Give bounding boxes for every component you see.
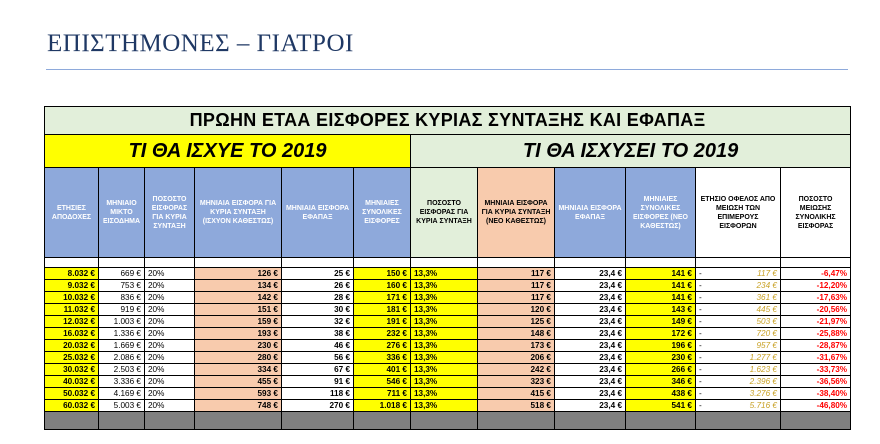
col-header-lumpsum-old: ΜΗΝΙΑΙΑ ΕΙΣΦΟΡΑ ΕΦΑΠΑΞ [282,168,354,258]
cell-lumpsum-old: 30 € [282,304,354,316]
benefit-value: 1.277 € [749,353,777,362]
col-header-total-old: ΜΗΝΙΑΙΕΣ ΣΥΝΟΛΙΚΕΣ ΕΙΣΦΟΡΕΣ [354,168,411,258]
col-header-reduction-pct: ΠΟΣΟΣΤΟ ΜΕΙΩΣΗΣ ΣΥΝΟΛΙΚΗΣ ΕΙΣΦΟΡΑΣ [781,168,851,258]
dash-mark: - [699,389,702,398]
cell-rate-old: 20% [145,316,195,328]
table-row [45,304,851,316]
cell-lumpsum-old: 270 € [282,400,354,412]
benefit-value: 503 € [756,317,777,326]
cell-reduction-pct: -6,47% [781,268,851,280]
col-header-annual-benefit: ΕΤΗΣΙΟ ΟΦΕΛΟΣ ΑΠΟ ΜΕΙΩΣΗ ΤΩΝ ΕΠΙΜΕΡΟΥΣ ΕΙΣΦΟΡΩΝ [696,168,781,258]
cell-pension-old: 230 € [195,340,282,352]
cell-lumpsum-new: 23,4 € [555,388,626,400]
cell-pension-old: 280 € [195,352,282,364]
cell-pension-new: 117 € [478,280,555,292]
cell-rate-old: 20% [145,340,195,352]
cell-reduction-pct: -28,87% [781,340,851,352]
cell-rate-new: 13,3% [411,292,478,304]
cell-annual-income: 30.032 € [45,364,99,376]
cell-lumpsum-new: 23,4 € [555,328,626,340]
cell-total-old: 191 € [354,316,411,328]
cell-total-new: 266 € [626,364,696,376]
benefit-value: 720 € [756,329,777,338]
cell-lumpsum-new: 23,4 € [555,292,626,304]
col-header-total-new: ΜΗΝΙΑΙΕΣ ΣΥΝΟΛΙΚΕΣ ΕΙΣΦΟΡΕΣ (ΝΕΟ ΚΑΘΕΣΤΩΣ) [626,168,696,258]
table-row [45,400,851,412]
cell-monthly-gross: 4.169 € [99,388,145,400]
cell-annual-benefit [696,364,781,376]
cell-total-old: 336 € [354,352,411,364]
benefit-value: 957 € [756,341,777,350]
cell-annual-benefit [696,328,781,340]
cell-pension-old: 748 € [195,400,282,412]
col-header-lumpsum-new: ΜΗΝΙΑΙΑ ΕΙΣΦΟΡΑ ΕΦΑΠΑΞ [555,168,626,258]
cell-total-new: 141 € [626,292,696,304]
cell-annual-income: 12.032 € [45,316,99,328]
cell-lumpsum-new: 23,4 € [555,340,626,352]
cell-annual-benefit [696,400,781,412]
title-underline [46,69,848,70]
cell-rate-new: 13,3% [411,352,478,364]
cell-lumpsum-old: 56 € [282,352,354,364]
cell-pension-old: 142 € [195,292,282,304]
cell-total-new: 141 € [626,268,696,280]
cell-rate-old: 20% [145,268,195,280]
cell-rate-old: 20% [145,328,195,340]
cell-rate-old: 20% [145,280,195,292]
cell-total-new: 172 € [626,328,696,340]
cell-rate-new: 13,3% [411,304,478,316]
cell-reduction-pct: -25,88% [781,328,851,340]
benefit-value: 234 € [756,281,777,290]
col-header-rate-new: ΠΟΣΟΣΤΟ ΕΙΣΦΟΡΑΣ ΓΙΑ ΚΥΡΙΑ ΣΥΝΤΑΞΗ [411,168,478,258]
cell-total-new: 438 € [626,388,696,400]
cell-reduction-pct: -33,73% [781,364,851,376]
cell-pension-old: 334 € [195,364,282,376]
spacer-row [45,258,851,268]
cell-total-old: 1.018 € [354,400,411,412]
dash-mark: - [699,353,702,362]
cell-rate-old: 20% [145,352,195,364]
cell-reduction-pct: -31,67% [781,352,851,364]
cell-annual-benefit [696,316,781,328]
cell-rate-old: 20% [145,364,195,376]
cell-rate-old: 20% [145,376,195,388]
cell-lumpsum-new: 23,4 € [555,364,626,376]
cell-reduction-pct: -12,20% [781,280,851,292]
cell-total-new: 346 € [626,376,696,388]
col-header-monthly-gross: ΜΗΝΙΑΙΟ ΜΙΚΤΟ ΕΙΣΟΔΗΜΑ [99,168,145,258]
cell-annual-benefit [696,340,781,352]
cell-total-old: 276 € [354,340,411,352]
cell-rate-new: 13,3% [411,376,478,388]
table-row [45,388,851,400]
cell-pension-new: 120 € [478,304,555,316]
table-row [45,268,851,280]
cell-annual-income: 11.032 € [45,304,99,316]
cell-total-old: 232 € [354,328,411,340]
contributions-table [44,106,851,430]
cell-lumpsum-old: 46 € [282,340,354,352]
cell-rate-new: 13,3% [411,280,478,292]
cell-reduction-pct: -46,80% [781,400,851,412]
cell-reduction-pct: -20,56% [781,304,851,316]
cell-monthly-gross: 1.003 € [99,316,145,328]
cell-annual-benefit [696,304,781,316]
cell-rate-old: 20% [145,400,195,412]
table-row [45,376,851,388]
cell-annual-benefit [696,268,781,280]
dash-mark: - [699,269,702,278]
table-row [45,280,851,292]
table-row [45,340,851,352]
cell-total-new: 143 € [626,304,696,316]
cell-total-old: 160 € [354,280,411,292]
footer-row [45,412,851,430]
cell-total-new: 141 € [626,280,696,292]
cell-lumpsum-new: 23,4 € [555,304,626,316]
benefit-value: 445 € [756,305,777,314]
cell-pension-old: 193 € [195,328,282,340]
contributions-table-wrapper [44,106,850,444]
table-row [45,328,851,340]
cell-rate-new: 13,3% [411,364,478,376]
cell-total-old: 171 € [354,292,411,304]
cell-reduction-pct: -36,56% [781,376,851,388]
table-row [45,316,851,328]
cell-reduction-pct: -38,40% [781,388,851,400]
table-row [45,292,851,304]
cell-lumpsum-old: 38 € [282,328,354,340]
cell-annual-income: 9.032 € [45,280,99,292]
dash-mark: - [699,293,702,302]
cell-annual-income: 25.032 € [45,352,99,364]
cell-annual-benefit [696,376,781,388]
cell-rate-new: 13,3% [411,316,478,328]
cell-annual-benefit [696,388,781,400]
cell-lumpsum-old: 28 € [282,292,354,304]
cell-pension-new: 148 € [478,328,555,340]
cell-pension-new: 242 € [478,364,555,376]
benefit-value: 5.716 € [749,401,777,410]
cell-total-old: 150 € [354,268,411,280]
benefit-value: 2.396 € [749,377,777,386]
table-row [45,364,851,376]
benefit-value: 3.276 € [749,389,777,398]
cell-monthly-gross: 753 € [99,280,145,292]
cell-lumpsum-old: 26 € [282,280,354,292]
cell-rate-new: 13,3% [411,268,478,280]
cell-annual-benefit [696,352,781,364]
cell-lumpsum-new: 23,4 € [555,268,626,280]
dash-mark: - [699,401,702,410]
dash-mark: - [699,341,702,350]
cell-total-old: 546 € [354,376,411,388]
cell-pension-new: 125 € [478,316,555,328]
cell-pension-new: 117 € [478,292,555,304]
cell-annual-benefit [696,280,781,292]
cell-lumpsum-new: 23,4 € [555,400,626,412]
cell-annual-income: 60.032 € [45,400,99,412]
cell-lumpsum-old: 32 € [282,316,354,328]
cell-total-old: 181 € [354,304,411,316]
cell-monthly-gross: 3.336 € [99,376,145,388]
cell-monthly-gross: 836 € [99,292,145,304]
col-header-annual-income: ΕΤΗΣΙΕΣ ΑΠΟΔΟΧΕΣ [45,168,99,258]
cell-pension-old: 159 € [195,316,282,328]
table-row [45,352,851,364]
cell-reduction-pct: -17,63% [781,292,851,304]
cell-pension-new: 206 € [478,352,555,364]
cell-rate-new: 13,3% [411,340,478,352]
cell-lumpsum-old: 67 € [282,364,354,376]
right-section-heading: ΤΙ ΘΑ ΙΣΧΥΣΕΙ ΤΟ 2019 [411,135,851,168]
cell-total-new: 230 € [626,352,696,364]
cell-annual-income: 50.032 € [45,388,99,400]
cell-lumpsum-old: 25 € [282,268,354,280]
cell-total-new: 149 € [626,316,696,328]
cell-pension-new: 117 € [478,268,555,280]
page-title: ΕΠΙΣΤΗΜΟΝΕΣ – ΓΙΑΤΡΟΙ [47,30,354,57]
cell-pension-new: 323 € [478,376,555,388]
table-title: ΠΡΩΗΝ ΕΤΑΑ ΕΙΣΦΟΡΕΣ ΚΥΡΙΑΣ ΣΥΝΤΑΞΗΣ ΚΑΙ ΕΦΑΠΑΞ [45,107,851,135]
cell-rate-new: 13,3% [411,388,478,400]
cell-pension-old: 134 € [195,280,282,292]
cell-rate-old: 20% [145,304,195,316]
cell-monthly-gross: 1.336 € [99,328,145,340]
cell-monthly-gross: 919 € [99,304,145,316]
cell-total-old: 401 € [354,364,411,376]
cell-monthly-gross: 2.086 € [99,352,145,364]
cell-pension-new: 518 € [478,400,555,412]
cell-total-old: 711 € [354,388,411,400]
dash-mark: - [699,365,702,374]
cell-lumpsum-new: 23,4 € [555,316,626,328]
cell-total-new: 541 € [626,400,696,412]
cell-monthly-gross: 1.669 € [99,340,145,352]
benefit-value: 117 € [757,269,777,278]
dash-mark: - [699,305,702,314]
cell-rate-new: 13,3% [411,328,478,340]
cell-annual-benefit [696,292,781,304]
cell-rate-new: 13,3% [411,400,478,412]
benefit-value: 1.623 € [749,365,777,374]
cell-pension-new: 415 € [478,388,555,400]
col-header-rate-old: ΠΟΣΟΣΤΟ ΕΙΣΦΟΡΑΣ ΓΙΑ ΚΥΡΙΑ ΣΥΝΤΑΞΗ [145,168,195,258]
cell-monthly-gross: 5.003 € [99,400,145,412]
col-header-pension-new: ΜΗΝΙΑΙΑ ΕΙΣΦΟΡΑ ΓΙΑ ΚΥΡΙΑ ΣΥΝΤΑΞΗ (ΝΕΟ ΚΑΘΕΣΤΩΣ) [478,168,555,258]
cell-pension-old: 593 € [195,388,282,400]
cell-reduction-pct: -21,97% [781,316,851,328]
cell-lumpsum-old: 118 € [282,388,354,400]
cell-rate-old: 20% [145,292,195,304]
cell-annual-income: 40.032 € [45,376,99,388]
dash-mark: - [699,377,702,386]
cell-pension-old: 151 € [195,304,282,316]
cell-lumpsum-new: 23,4 € [555,352,626,364]
cell-pension-old: 455 € [195,376,282,388]
cell-total-new: 196 € [626,340,696,352]
benefit-value: 361 € [756,293,777,302]
cell-lumpsum-old: 91 € [282,376,354,388]
cell-annual-income: 16.032 € [45,328,99,340]
cell-pension-old: 126 € [195,268,282,280]
dash-mark: - [699,317,702,326]
cell-lumpsum-new: 23,4 € [555,280,626,292]
cell-monthly-gross: 2.503 € [99,364,145,376]
dash-mark: - [699,281,702,290]
cell-rate-old: 20% [145,388,195,400]
cell-monthly-gross: 669 € [99,268,145,280]
cell-annual-income: 20.032 € [45,340,99,352]
cell-annual-income: 10.032 € [45,292,99,304]
col-header-pension-old: ΜΗΝΙΑΙΑ ΕΙΣΦΟΡΑ ΓΙΑ ΚΥΡΙΑ ΣΥΝΤΑΞΗ (ΙΣΧΥΟΝ ΚΑΘΕΣΤΩΣ) [195,168,282,258]
left-section-heading: ΤΙ ΘΑ ΙΣΧΥΕ ΤΟ 2019 [45,135,411,168]
cell-annual-income: 8.032 € [45,268,99,280]
cell-lumpsum-new: 23,4 € [555,376,626,388]
dash-mark: - [699,329,702,338]
cell-pension-new: 173 € [478,340,555,352]
